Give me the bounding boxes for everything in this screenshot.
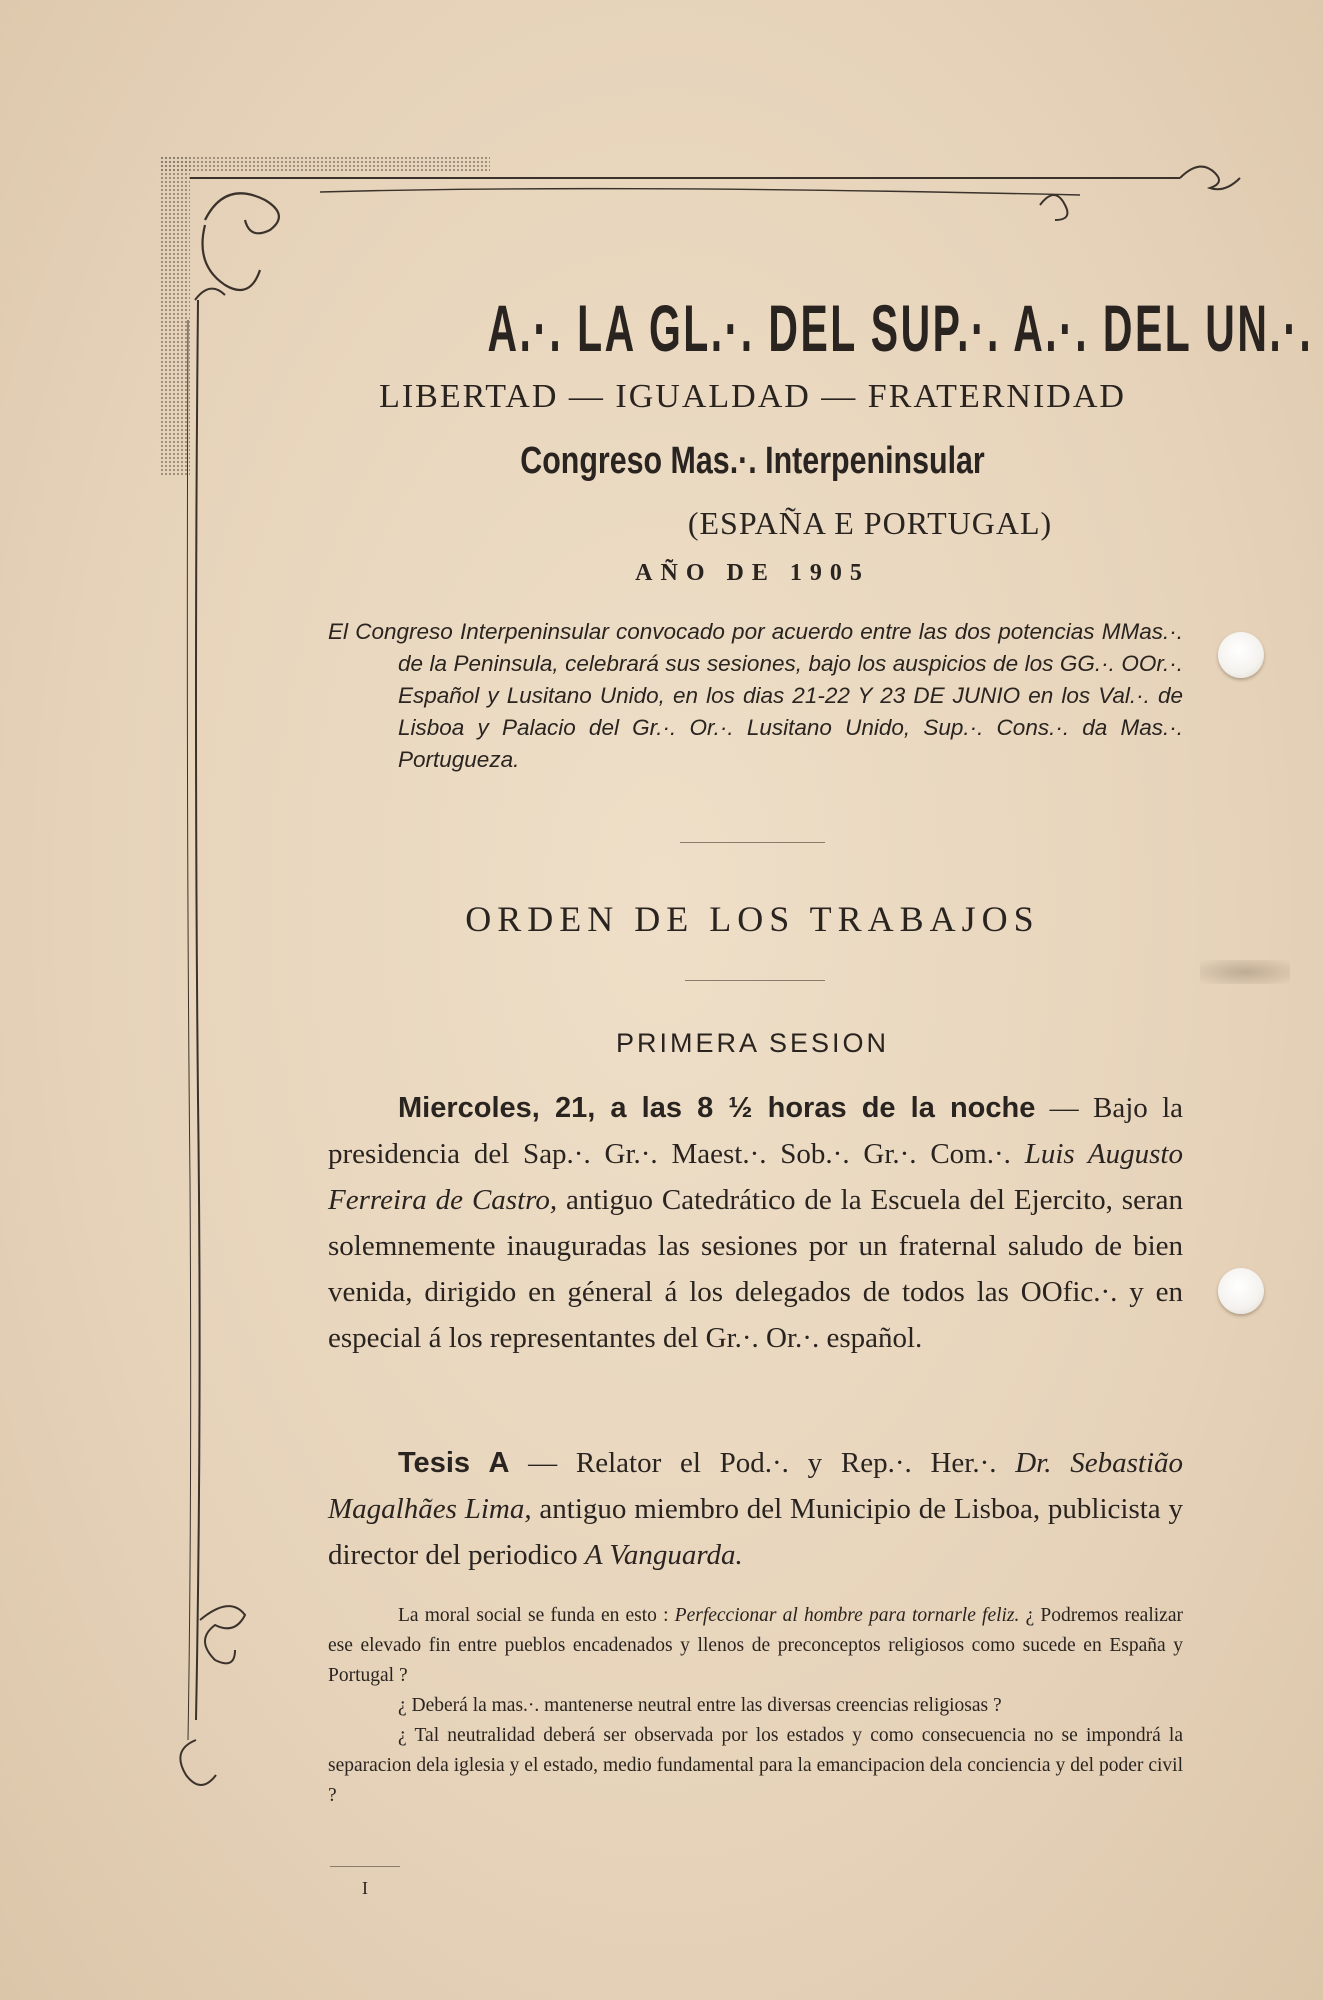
session-paragraph: [328, 1085, 1183, 1361]
session-date: Miercoles, 21, a las 8 ½ horas de la noche: [398, 1092, 1036, 1124]
thesis-text-cont: antiguo miembro del Municipio de Lisboa, publicista y director del periodico: [328, 1493, 1183, 1571]
note-1-b: ¿ Podremos realizar ese elevado fin entre pueblos encadenados y llenos de preconceptos religiosos como sucede en España y Portugal ?: [328, 1605, 1183, 1686]
year: AÑO DE 1905: [635, 560, 870, 586]
congress-title: Congreso Mas.·. Interpeninsular: [520, 440, 985, 482]
note-1-a: La moral social se funda en esto :: [398, 1605, 675, 1626]
section-heading: ORDEN DE LOS TRABAJOS: [465, 899, 1040, 939]
punch-hole: [1218, 632, 1264, 678]
note-2: ¿ Deberá la mas.·. mantenerse neutral entre las diversas creencias religiosas ?: [398, 1695, 1002, 1716]
lodge-title: A.·. LA GL.·. DEL SUP.·. A.·. DEL UN.·.: [487, 291, 1314, 365]
relator-name: Dr. Sebastião Magalhães Lima,: [328, 1447, 1183, 1525]
motto: LIBERTAD — IGUALDAD — FRATERNIDAD: [379, 378, 1126, 415]
footer-rule: [330, 1866, 400, 1867]
divider: [680, 842, 825, 843]
session-text-cont: antiguo Catedrático de la Escuela del Ejercito, seran solemnemente inauguradas las sesiones por un fraternal saludo de bien venida, dirigido en géneral á los delegados de todos las OOfic.·. y en especial á los representantes del Gr.·. Or.·. español.: [328, 1184, 1183, 1354]
intro-text: El Congreso Interpeninsular convocado por acuerdo entre las dos potencias MMas.·. de la Peninsula, celebrará sus sesiones, bajo los auspicios de los GG.·. OOr.·. Español y Lusitano Unido, en los dias 21-22 Y 23 DE JUNIO en los Val.·. de Lisboa y Palacio del Gr.·. Or.·. Lusitano Unido, Sup.·. Cons.·. da Mas.·. Portugueza.: [328, 619, 1183, 772]
thesis-label: Tesis A: [398, 1447, 510, 1479]
punch-hole: [1218, 1268, 1264, 1314]
countries: (ESPAÑA E PORTUGAL): [687, 505, 1053, 541]
note-1-quote: Perfeccionar al hombre para tornarle feliz.: [674, 1605, 1020, 1626]
note-3: ¿ Tal neutralidad deberá ser observada por los estados y como consecuencia no se impondrá la separacion dela iglesia y el estado, medio fundamental para la emancipacion dela conciencia y del poder civil ?: [328, 1725, 1183, 1806]
thesis-paragraph: [328, 1440, 1183, 1578]
session-heading: PRIMERA SESION: [615, 1028, 890, 1058]
thesis-text: — Relator el Pod.·. y Rep.·. Her.·.: [509, 1447, 1016, 1479]
divider: [685, 980, 825, 981]
note-1: [328, 1601, 1183, 1691]
newspaper-name: A Vanguarda.: [584, 1539, 743, 1571]
thesis-notes: [328, 1601, 1183, 1811]
intro-paragraph: [328, 616, 1183, 776]
paper-stain: [1200, 960, 1290, 984]
page-number: I: [362, 1878, 368, 1898]
president-name: Luis Augusto Ferreira de Castro,: [328, 1138, 1183, 1216]
session-text: — Bajo la presidencia del Sap.·. Gr.·. Maest.·. Sob.·. Gr.·. Com.·.: [328, 1092, 1184, 1170]
